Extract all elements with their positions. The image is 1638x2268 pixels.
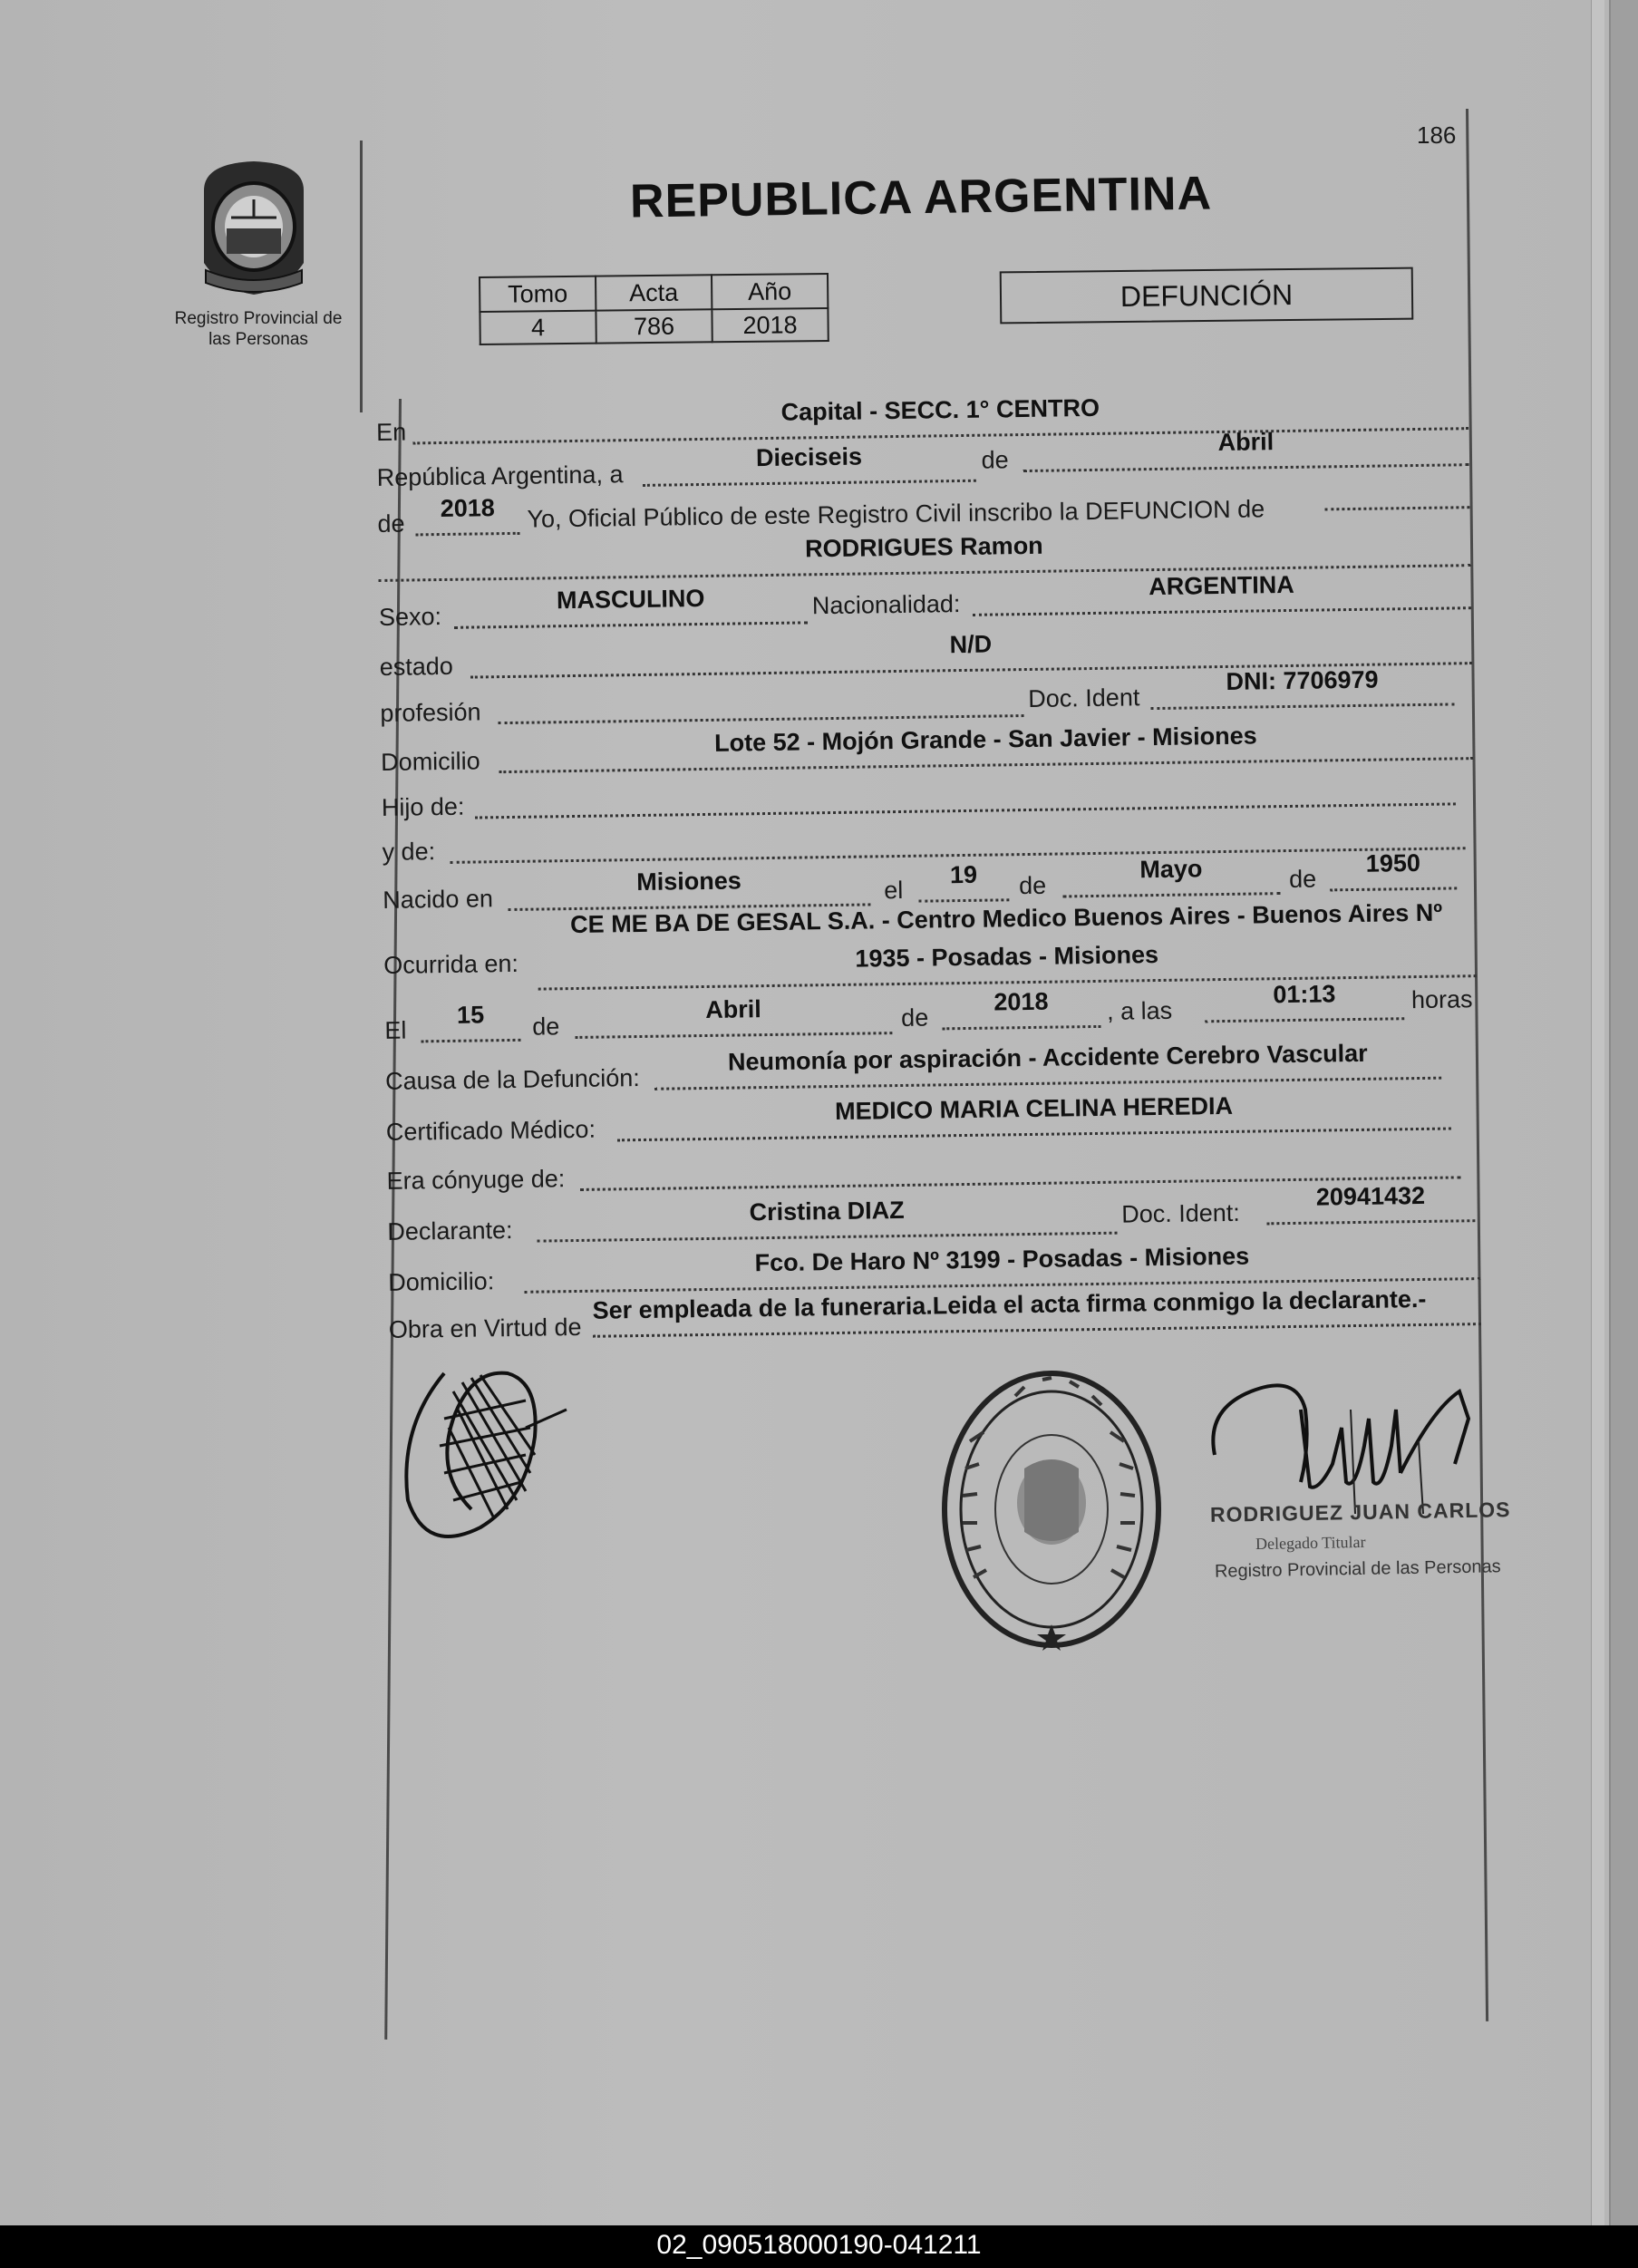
obra-label: Obra en Virtud de: [388, 1313, 582, 1343]
month-value: Abril: [1217, 428, 1275, 457]
republica-label: República Argentina, a: [376, 460, 624, 491]
acta-header-anio: Año: [712, 274, 828, 309]
officer-signature-icon: [1197, 1355, 1532, 1518]
page-number: 186: [1417, 121, 1457, 149]
doc2-value: 20941432: [1315, 1181, 1426, 1211]
acta-value-anio: 2018: [712, 308, 828, 342]
doc-value: DNI: 7706979: [1226, 665, 1379, 695]
de-label-2: de: [377, 509, 405, 538]
death-month-value: Abril: [705, 995, 761, 1023]
obra-value: Ser empleada de la funeraria.Leida el acta firma conmigo la declarante.-: [592, 1284, 1427, 1324]
causa-label: Causa de la Defunción:: [384, 1064, 640, 1095]
doc-label: Doc. Ident: [1028, 683, 1140, 712]
ocurrida-label: Ocurrida en:: [383, 949, 519, 979]
acta-header-acta: Acta: [596, 275, 712, 310]
estado-label: estado: [379, 652, 453, 681]
causa-value: Neumonía por aspiración - Accidente Cerebro Vascular: [727, 1039, 1368, 1076]
declarante-value: Cristina DIAZ: [749, 1196, 905, 1226]
domicilio-label: Domicilio: [380, 747, 480, 776]
declarante-label: Declarante:: [387, 1216, 513, 1245]
el-label: el: [883, 876, 904, 905]
sexo-label: Sexo:: [378, 603, 442, 631]
deceased-name: RODRIGUES Ramon: [804, 531, 1043, 563]
nacido-label: Nacido en: [383, 885, 494, 914]
domicilio2-label: Domicilio:: [387, 1267, 495, 1296]
sexo-value: MASCULINO: [556, 584, 705, 615]
page-title: REPUBLICA ARGENTINA: [629, 167, 1213, 228]
en-label: En: [375, 418, 407, 446]
officer-name: RODRIGUEZ JUAN CARLOS: [1209, 1497, 1511, 1527]
birth-day-value: 19: [949, 860, 978, 889]
act-type-box: DEFUNCIÓN: [1000, 267, 1414, 325]
birth-year-value: 1950: [1365, 848, 1421, 877]
profesion-fill: [498, 687, 1023, 724]
death-time-value: 01:13: [1273, 980, 1336, 1009]
day-value: Dieciseis: [755, 442, 863, 472]
registry-name-line2: las Personas: [208, 330, 308, 349]
year-value: 2018: [440, 494, 496, 523]
nacionalidad-label: Nacionalidad:: [811, 590, 961, 620]
doc2-label: Doc. Ident:: [1121, 1198, 1240, 1228]
yo-text: Yo, Oficial Público de este Registro Civil inscribo la DEFUNCION de: [527, 495, 1265, 533]
en-value: Capital - SECC. 1° CENTRO: [780, 393, 1100, 426]
registry-name-line1: Registro Provincial de: [174, 309, 343, 328]
officer-office: Registro Provincial de las Personas: [1214, 1556, 1501, 1582]
acta-value-acta: 786: [596, 309, 712, 343]
officer-title: Delegado Titular: [1255, 1532, 1366, 1554]
nacido-value: Misiones: [636, 867, 742, 897]
horas-label: horas: [1410, 985, 1473, 1014]
de-label-4: de: [1288, 865, 1317, 893]
document-code: 02_090518000190-041211: [656, 2230, 982, 2260]
nacionalidad-value: ARGENTINA: [1149, 570, 1294, 601]
estado-value: N/D: [949, 630, 993, 659]
domicilio2-value: Fco. De Haro Nº 3199 - Posadas - Misiones: [754, 1242, 1250, 1277]
ocurrida-value-line2: 1935 - Posadas - Misiones: [855, 941, 1159, 973]
certificado-value: MEDICO MARIA CELINA HEREDIA: [834, 1091, 1234, 1126]
hijo-fill: [475, 775, 1456, 819]
conyuge-label: Era cónyuge de:: [386, 1165, 566, 1195]
el2-label: El: [384, 1016, 407, 1044]
de-label-5: de: [532, 1013, 560, 1041]
certificado-label: Certificado Médico:: [385, 1115, 596, 1146]
death-day-value: 15: [456, 1001, 485, 1029]
official-seal-icon: [934, 1360, 1169, 1659]
alas-label: , a las: [1106, 996, 1173, 1025]
yde-fill: [450, 819, 1465, 864]
de-label-6: de: [900, 1003, 929, 1032]
yo-fill: [1324, 479, 1469, 510]
yde-label: y de:: [382, 838, 436, 866]
hijo-label: Hijo de:: [381, 792, 465, 821]
declarant-signature-icon: [390, 1319, 580, 1564]
acta-value-tomo: 4: [480, 311, 596, 344]
de-label-1: de: [981, 446, 1009, 474]
domicilio-value: Lote 52 - Mojón Grande - San Javier - Misiones: [713, 722, 1257, 757]
death-year-value: 2018: [993, 987, 1049, 1016]
de-label-3: de: [1018, 871, 1047, 900]
acta-header-tomo: Tomo: [480, 276, 596, 312]
birth-month-value: Mayo: [1139, 855, 1203, 884]
ocurrida-value-line1: CE ME BA DE GESAL S.A. - Centro Medico Buenos Aires - Buenos Aires Nº: [569, 898, 1443, 939]
profesion-label: profesión: [380, 698, 481, 727]
